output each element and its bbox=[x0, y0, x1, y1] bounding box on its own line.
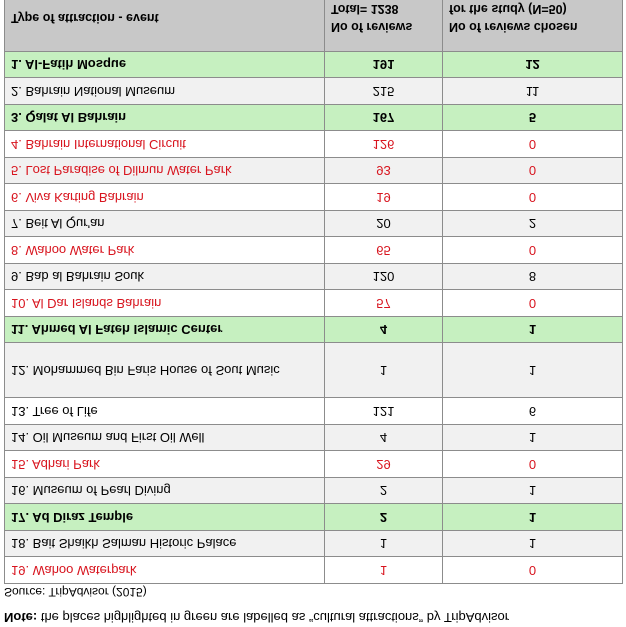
table-row bbox=[5, 290, 623, 317]
attraction-name-cell: 8. Wahoo Water Park bbox=[5, 237, 325, 264]
header-reviews-line1: No of reviews bbox=[331, 20, 413, 34]
chosen-count-cell: 2 bbox=[443, 211, 623, 238]
table-row bbox=[5, 557, 623, 584]
chosen-count-cell: 1 bbox=[443, 343, 623, 398]
table-row bbox=[5, 317, 623, 344]
reviews-count-cell: 4 bbox=[325, 425, 443, 452]
attraction-name-cell: 10. Al Dar Islands Bahrain bbox=[5, 290, 325, 317]
reviews-count-cell: 20 bbox=[325, 211, 443, 238]
reviews-count-cell: 29 bbox=[325, 451, 443, 478]
attraction-name-cell: 1. Al-Fatih Mosque bbox=[5, 52, 325, 79]
note-line bbox=[4, 607, 624, 627]
chosen-count-cell: 1 bbox=[443, 317, 623, 344]
reviews-count-cell: 167 bbox=[325, 105, 443, 132]
reviews-count-cell: 19 bbox=[325, 184, 443, 211]
chosen-count-cell: 1 bbox=[443, 478, 623, 505]
header-chosen-line1: No of reviews chosen bbox=[449, 20, 578, 34]
attraction-name-cell: 5. Lost Paradise of Dilmun Water Park bbox=[5, 158, 325, 185]
table-header-row bbox=[5, 0, 623, 52]
note-text: the places highlighted in green are labelled as “cultural attractions” by TripAdvisor bbox=[37, 610, 510, 625]
attraction-name-cell: 15. Adhari Park bbox=[5, 451, 325, 478]
reviews-count-cell: 1 bbox=[325, 557, 443, 584]
chosen-count-cell: 8 bbox=[443, 264, 623, 291]
chosen-count-cell: 0 bbox=[443, 158, 623, 185]
header-reviews bbox=[325, 0, 443, 52]
table-row bbox=[5, 184, 623, 211]
table-row bbox=[5, 105, 623, 132]
table-row bbox=[5, 264, 623, 291]
table-row bbox=[5, 504, 623, 531]
chosen-count-cell: 0 bbox=[443, 237, 623, 264]
table-row bbox=[5, 131, 623, 158]
attraction-name-cell: 3. Qalat Al Bahrain bbox=[5, 105, 325, 132]
chosen-count-cell: 1 bbox=[443, 531, 623, 558]
reviews-count-cell: 1 bbox=[325, 343, 443, 398]
attraction-name-cell: 9. Bab al Bahrain Souk bbox=[5, 264, 325, 291]
attraction-name-cell: 18. Bait Shaikh Salman Historic Palace bbox=[5, 531, 325, 558]
attraction-name-cell: 16. Museum of Pearl Diving bbox=[5, 478, 325, 505]
chosen-count-cell: 5 bbox=[443, 105, 623, 132]
table-row bbox=[5, 451, 623, 478]
table-row bbox=[5, 211, 623, 238]
header-type: Type of attraction - event bbox=[5, 0, 325, 52]
source-line: Source: TripAdvisor (2015) bbox=[4, 585, 147, 599]
reviews-count-cell: 2 bbox=[325, 504, 443, 531]
reviews-count-cell: 120 bbox=[325, 264, 443, 291]
reviews-count-cell: 126 bbox=[325, 131, 443, 158]
header-chosen bbox=[443, 0, 623, 52]
reviews-count-cell: 1 bbox=[325, 531, 443, 558]
attraction-name-cell: 2. Bahrain National Museum bbox=[5, 78, 325, 105]
chosen-count-cell: 6 bbox=[443, 398, 623, 425]
reviews-count-cell: 121 bbox=[325, 398, 443, 425]
attraction-name-cell: 12. Mohammed Bin Faris House of Sout Music bbox=[5, 343, 325, 398]
reviews-count-cell: 191 bbox=[325, 52, 443, 79]
attraction-name-cell: 6. Viva Karting Bahrain bbox=[5, 184, 325, 211]
table-row bbox=[5, 478, 623, 505]
chosen-count-cell: 1 bbox=[443, 504, 623, 531]
table-row bbox=[5, 398, 623, 425]
attraction-name-cell: 4. Bahrain International Circuit bbox=[5, 131, 325, 158]
attraction-name-cell: 11. Ahmed Al Fateh Islamic Center bbox=[5, 317, 325, 344]
reviews-count-cell: 65 bbox=[325, 237, 443, 264]
table-row bbox=[5, 78, 623, 105]
attraction-name-cell: 14. Oil Museum and First Oil Well bbox=[5, 425, 325, 452]
reviews-count-cell: 4 bbox=[325, 317, 443, 344]
attraction-name-cell: 13. Tree of Life bbox=[5, 398, 325, 425]
table-row bbox=[5, 158, 623, 185]
table-row bbox=[5, 52, 623, 79]
attractions-table-header bbox=[5, 0, 623, 52]
header-reviews-total: Total= 1238 bbox=[331, 2, 399, 16]
attraction-name-cell: 17. Ad Diraz Temple bbox=[5, 504, 325, 531]
table-row bbox=[5, 237, 623, 264]
reviews-count-cell: 93 bbox=[325, 158, 443, 185]
attraction-name-cell: 7. Beit Al Qur'an bbox=[5, 211, 325, 238]
attractions-table bbox=[4, 0, 623, 584]
chosen-count-cell: 0 bbox=[443, 131, 623, 158]
attractions-table-body bbox=[5, 52, 623, 584]
chosen-count-cell: 0 bbox=[443, 184, 623, 211]
reviews-count-cell: 57 bbox=[325, 290, 443, 317]
reviews-count-cell: 2 bbox=[325, 478, 443, 505]
chosen-count-cell: 0 bbox=[443, 290, 623, 317]
note-prefix: Note: bbox=[4, 610, 38, 625]
table-row bbox=[5, 343, 623, 398]
header-chosen-line2: for the study (N=50) bbox=[449, 2, 567, 16]
attraction-name-cell: 19. Wahoo Waterpark bbox=[5, 557, 325, 584]
chosen-count-cell: 12 bbox=[443, 52, 623, 79]
table-row bbox=[5, 425, 623, 452]
chosen-count-cell: 0 bbox=[443, 557, 623, 584]
reviews-count-cell: 215 bbox=[325, 78, 443, 105]
chosen-count-cell: 1 bbox=[443, 425, 623, 452]
table-row bbox=[5, 531, 623, 558]
chosen-count-cell: 11 bbox=[443, 78, 623, 105]
chosen-count-cell: 0 bbox=[443, 451, 623, 478]
